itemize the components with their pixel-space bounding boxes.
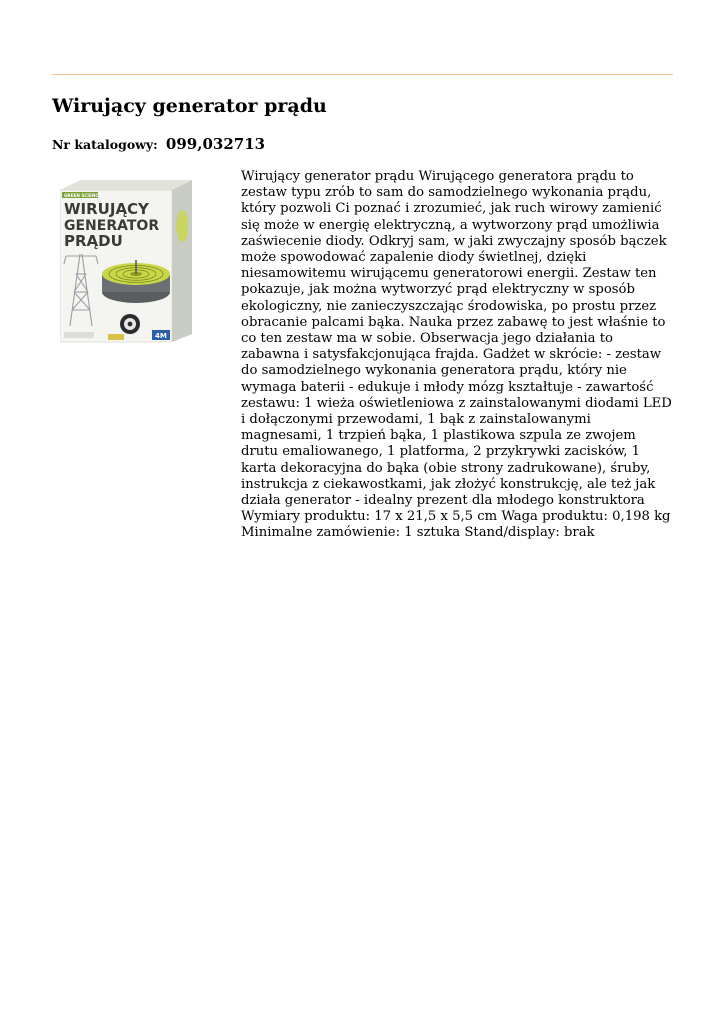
catalog-label: Nr katalogowy: xyxy=(52,137,158,152)
product-description: Wirujący generator prądu Wirującego generatora prądu to zestaw typu zrób to sam do samodzielnego wykonania prądu, który pozwoli Ci poznać i zrozumieć, jak ruch wirowy zamienić się może w energię elektryczną, a wytworzony prąd umożliwia zaświecenie diody. Odkryj sam, w jaki zwyczajny sposób bączek może spowodować zapalenie diody świetlnej, dzięki niesamowitemu wirującemu generatorowi energii. Zestaw ten pokazuje, jak można wytworzyć prąd elektryczny w sposób ekologiczny, nie zanieczyszczając środowiska, po prostu przez obracanie palcami bąka. Nauka przez zabawę to jest właśnie to co ten zestaw ma w sobie. Obserwacja jego działania to zabawna i satysfakcjonująca frajda. Gadżet w skrócie: - zestaw do samodzielnego wykonania generatora prądu, który nie wymaga baterii - edukuje i młody mózg kształtuje - zawartość zestawu: 1 wieża oświetleniowa z zainstalowanymi diodami LED i dołączonymi przewodami, 1 bąk z zainstalowanymi magnesami, 1 trzpień bąka, 1 plastikowa szpula ze zwojem drutu emaliowanego, 1 platforma, 2 przykrywki zacisków, 1 karta dekoracyjna do bąka (obie strony zadrukowane), śruby, instrukcja z ciekawostkami, jak złożyć konstrukcję, ale też jak działa generator - idealny prezent dla młodego konstruktora Wymiary produktu: 17 x 21,5 x 5,5 cm Waga produktu: 0,198 kg Minimalne zamówienie: 1 sztuka Stand/display: brak xyxy=(241,169,672,541)
product-title: Wirujący generator prądu xyxy=(52,95,327,117)
box-side-coil xyxy=(176,210,188,242)
coil-illustration xyxy=(102,260,170,303)
box-title-line1: WIRUJĄCY xyxy=(64,200,149,218)
catalog-number-row xyxy=(52,134,265,153)
box-info-label xyxy=(64,332,94,338)
box-title-line2: GENERATOR xyxy=(64,218,160,234)
product-box-image xyxy=(60,176,192,344)
box-eco-label xyxy=(108,334,124,340)
box-brand: 4M xyxy=(155,332,167,340)
box-side-panel xyxy=(172,180,192,342)
box-top-panel xyxy=(60,180,192,190)
catalog-number: 099,032713 xyxy=(165,135,266,153)
header-divider xyxy=(52,74,673,75)
spinning-top-illustration xyxy=(120,314,140,334)
box-title-line3: PRĄDU xyxy=(64,232,123,250)
box-strip-text: GREEN SCIENCE xyxy=(64,193,102,198)
